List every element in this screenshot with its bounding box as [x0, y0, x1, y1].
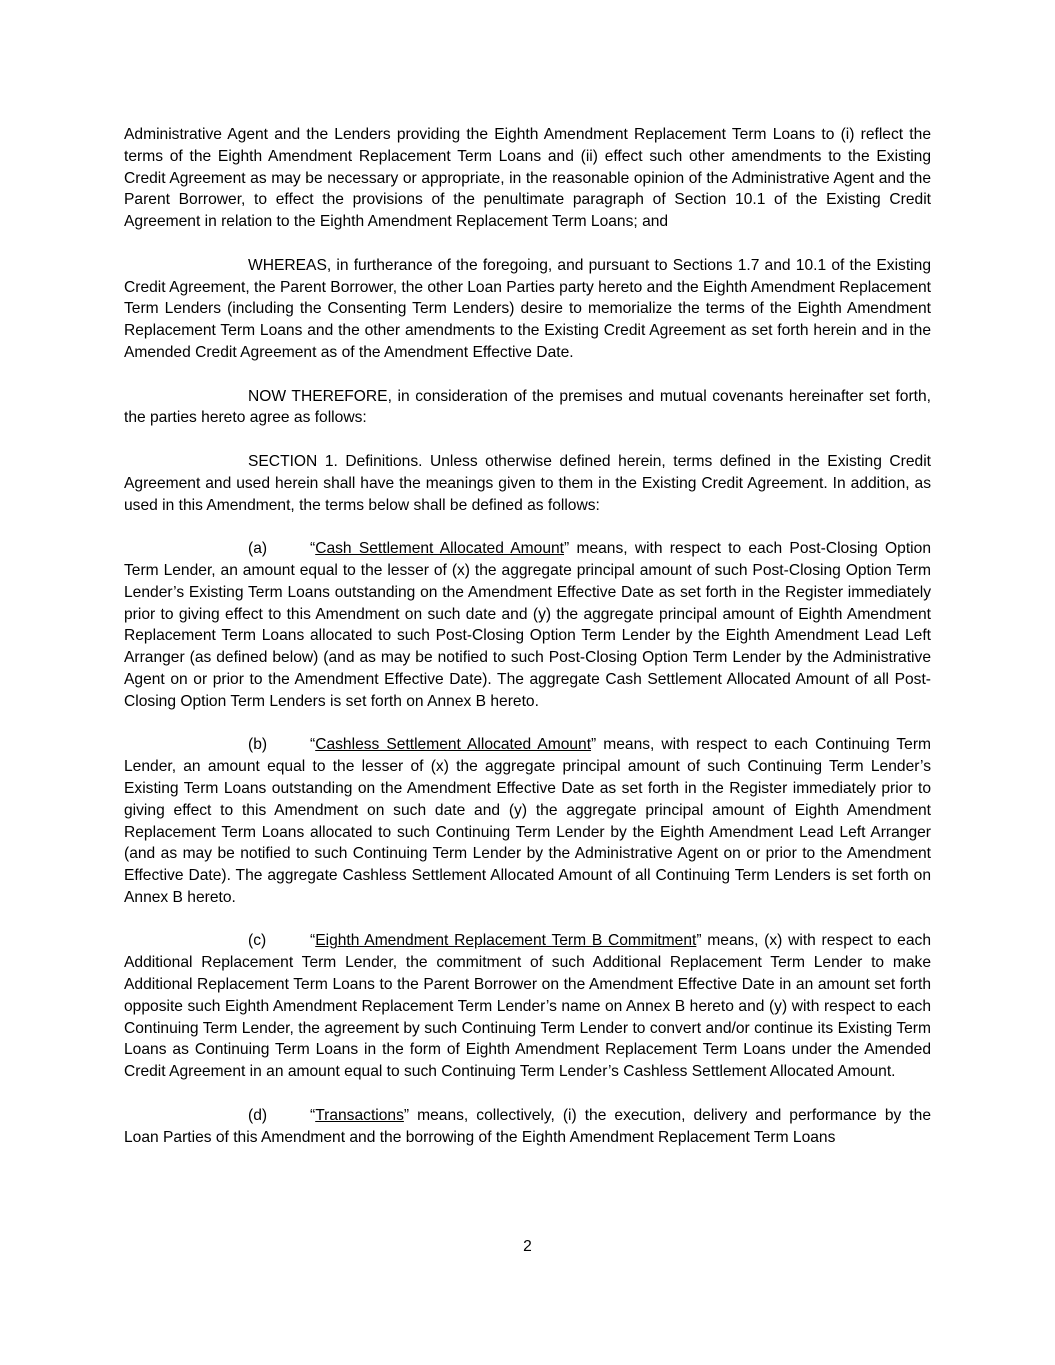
definition-label: (d): [248, 1106, 268, 1124]
definition-text: means, collectively, (i) the execution, delivery and performance by the Loan Parties of this Amendment and the borrowing of the Eighth Amendment Replacement Term Loans: [124, 1106, 931, 1146]
close-quote: ”: [696, 932, 702, 950]
now-therefore-paragraph: NOW THEREFORE, in consideration of the premises and mutual covenants hereinafter set forth, the parties hereto agree as follows:: [124, 387, 931, 427]
definition-c: [124, 930, 931, 1083]
document-page: [124, 124, 931, 1148]
close-quote: ”: [591, 736, 597, 754]
definition-text: means, with respect to each Post-Closing Option Term Lender, an amount equal to the lesser of (x) the aggregate principal amount of such Post-Closing Option Term Lender’s Existing Term Loans outstanding on the Amendment Effective Date as set forth in the Register immediately prior to giving effect to this Amendment on such date and (y) the aggregate principal amount of Eighth Amendment Replacement Term Loans allocated to such Post-Closing Option Term Lender by the Eighth Amendment Lead Left Arranger (as defined below) (and as may be notified to such Post-Closing Option Term Lender by the Administrative Agent on or prior to the Amendment Effective Date). The aggregate Cash Settlement Allocated Amount of all Post-Closing Option Term Lenders is set forth on Annex B hereto.: [124, 540, 931, 710]
whereas-paragraph: WHEREAS, in furtherance of the foregoing, and pursuant to Sections 1.7 and 10.1 of the Existing Credit Agreement, the Parent Borrower, the other Loan Parties party hereto and the Eighth Amendment Replacement Term Lenders (including the Consenting Term Lenders) desire to memorialize the terms of the Eighth Amendment Replacement Term Loans and the other amendments to the Existing Credit Agreement as set forth herein and in the Amended Credit Agreement as of the Amendment Effective Date.: [124, 256, 932, 361]
definition-label: (b): [248, 736, 268, 754]
definition-label: (a): [248, 540, 268, 558]
definition-text: means, (x) with respect to each Additional Replacement Term Lender, the commitment of such Additional Replacement Term Lender to make Additional Replacement Term Loans to the Parent Borrower on the Amendment Effective Date in an amount set forth opposite such Eighth Amendment Replacement Term Lender’s name on Annex B hereto and (y) with respect to each Continuing Term Lender, the agreement by such Continuing Term Lender to convert and/or continue its Existing Term Loans as Continuing Term Loans in the form of Eighth Amendment Replacement Term Loans under the Amended Credit Agreement in an amount equal to such Continuing Term Lender’s Cashless Settlement Allocated Amount.: [124, 932, 931, 1081]
definition-label: (c): [248, 932, 267, 950]
defined-term: Cashless Settlement Allocated Amount: [315, 736, 592, 754]
section-1-paragraph: SECTION 1. Definitions. Unless otherwise defined herein, terms defined in the Existing Credit Agreement and used herein shall have the meanings given to them in the Existing Credit Agreement. In addition, as used in this Amendment, the terms below shall be defined as follows:: [124, 452, 931, 514]
definition-d: [124, 1105, 931, 1149]
definition-b: [124, 734, 931, 908]
defined-term: Eighth Amendment Replacement Term B Commitment: [315, 932, 697, 950]
definition-a: [124, 538, 931, 712]
open-quote: “: [310, 932, 316, 950]
close-quote: ”: [564, 540, 570, 558]
open-quote: “: [310, 540, 316, 558]
open-quote: “: [310, 1106, 316, 1124]
page-number: 2: [523, 1238, 532, 1255]
close-quote: ”: [403, 1106, 410, 1124]
defined-term: Transactions: [315, 1106, 404, 1124]
intro-paragraph: Administrative Agent and the Lenders providing the Eighth Amendment Replacement Term Loans to (i) reflect the terms of the Eighth Amendment Replacement Term Loans and (ii) effect such other amendments to the Existing Credit Agreement as may be necessary or appropriate, in the reasonable opinion of the Administrative Agent and the Parent Borrower, to effect the provisions of the penultimate paragraph of Section 10.1 of the Existing Credit Agreement in relation to the Eighth Amendment Replacement Term Loans; and: [124, 126, 931, 231]
definition-text: means, with respect to each Continuing Term Lender, an amount equal to the lesser of (x) the aggregate principal amount of such Continuing Term Lender’s Existing Term Loans outstanding on the Amendment Effective Date as set forth in the Register immediately prior to giving effect to this Amendment on such date and (y) the aggregate principal amount of Eighth Amendment Replacement Term Loans allocated to such Continuing Term Lender by the Eighth Amendment Lead Left Arranger (and as may be notified to such Continuing Term Lender by the Administrative Agent on or prior to the Amendment Effective Date). The aggregate Cashless Settlement Allocated Amount of all Continuing Term Lenders is set forth on Annex B hereto.: [124, 736, 931, 906]
open-quote: “: [310, 736, 316, 754]
defined-term: Cash Settlement Allocated Amount: [315, 540, 565, 558]
